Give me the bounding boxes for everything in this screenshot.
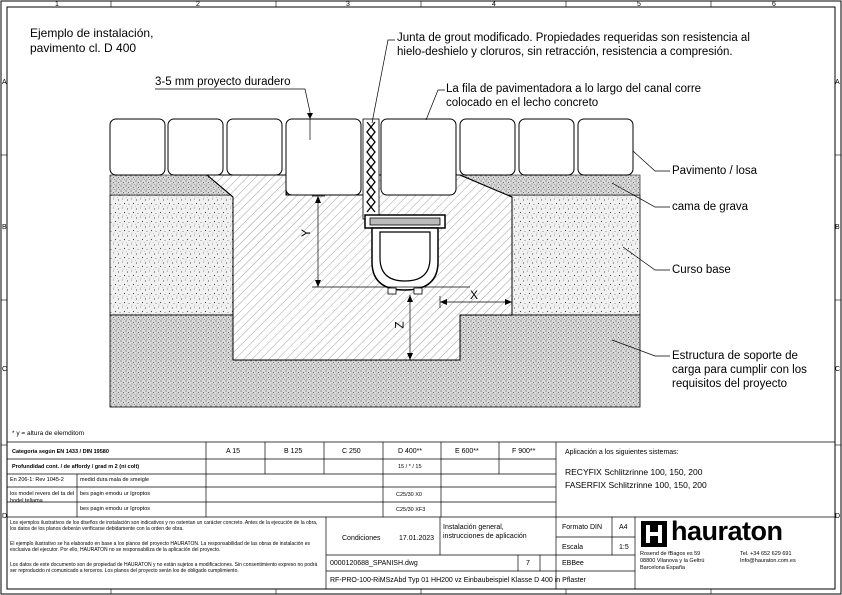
footnote: * y = altura de elemditom — [12, 430, 85, 437]
grid-row-b-right: B — [835, 224, 840, 231]
class-a15: A 15 — [226, 448, 241, 455]
gravel-label: cama de grava — [672, 201, 749, 213]
grid-col-4: 4 — [492, 1, 496, 8]
paving-label: Pavimento / losa — [672, 165, 758, 177]
grid-row-b: B — [2, 224, 7, 231]
class-f900: F 900** — [512, 448, 536, 455]
grid-col-1: 1 — [55, 1, 59, 8]
application-item-2: FASERFIX Schlitzrinne 100, 150, 200 — [565, 480, 707, 490]
grid-row-a-right: A — [835, 79, 840, 86]
dimension-y: Y — [299, 228, 314, 238]
hauraton-logo-text: hauraton — [671, 516, 783, 546]
support-note-line1: Estructura de soporte de — [672, 350, 798, 362]
drawing-title-line1: Ejemplo de instalación, — [30, 26, 154, 40]
grid-row-d-right: D — [835, 513, 841, 520]
phone-number: Tel. +34 652 629 691 — [740, 551, 792, 557]
address-line3: Barcelona España — [640, 565, 685, 571]
grid-row-c: C — [2, 366, 8, 373]
dimension-z: Z — [392, 321, 407, 329]
email-address: Info@hauraton.com.es — [740, 558, 796, 564]
grid-col-2: 2 — [196, 1, 200, 8]
drawing-title-line2: pavimento cl. D 400 — [30, 41, 137, 55]
description-line2: instrucciones de aplicación — [443, 533, 527, 540]
concrete-value-1: C25/30 X0 — [396, 492, 422, 498]
model-label: los model revers del ta del hodel teliama — [10, 491, 75, 504]
drawing-number: 0000120688_SPANISH.dwg — [330, 560, 418, 567]
legal-paragraph-3: Los datos de este documento son de propiedad de HAURATON y no están sujetos a modificaciones. Sin consentimiento expreso no podrá ser reproducido ni comunicado a terceros. Los planos del proyecto serán los de obligado cumplimiento. — [10, 562, 318, 574]
grout-note-line2: hielo-deshielo y cloruros, sin retracción, resistencia a compresión. — [397, 46, 733, 58]
concrete-label-3: bes pagin emodu ur Igroptos — [80, 506, 151, 512]
grout-note-line1: Junta de grout modificado. Propiedades requeridas son resistencia al — [397, 32, 750, 44]
grid-row-c-right: C — [835, 366, 841, 373]
paver-row-note-line2: colocado en el lecho concreto — [446, 97, 599, 109]
class-c250: C 250 — [342, 448, 361, 455]
scale-value: 1:5 — [619, 544, 629, 551]
concrete-label-1: medid dura mala de smeigle — [80, 477, 150, 483]
drawing-date: 17.01.2023 — [399, 535, 435, 542]
conditions-label: Condiciones — [342, 535, 381, 542]
support-note-line3: requisitos del proyecto — [672, 378, 788, 390]
grid-col-3: 3 — [346, 1, 350, 8]
concrete-value-2: C25/30 XF3 — [396, 507, 426, 513]
edited-by: EBBee — [562, 560, 584, 567]
grid-col-6: 6 — [772, 1, 776, 8]
drawing-reference: RF-PRO-100-RiMSzAbd Typ 01 HH200 vz Einbaubeispiel Klasse D 400 in Pflaster — [330, 577, 586, 584]
dimension-x: X — [470, 288, 479, 302]
grid-col-5: 5 — [637, 1, 641, 8]
support-note-line2: carga para cumplir con los — [672, 364, 807, 376]
class-d400: D 400** — [398, 448, 423, 455]
class-e600: E 600** — [455, 448, 479, 455]
application-title: Aplicación a los siguientes sistemas: — [565, 449, 679, 456]
application-item-1: RECYFIX Schlitzrinne 100, 150, 200 — [565, 467, 703, 477]
depth-label: Profundidad cont. / de affordy / grad m 2 (ni colt) — [12, 464, 140, 470]
gap-note: 3-5 mm proyecto duradero — [155, 76, 291, 88]
hauraton-logo-mark — [641, 521, 667, 547]
concrete-label-2: bes pagin emodu ur Igroptos — [80, 491, 151, 497]
grid-row-a: A — [2, 79, 7, 86]
category-label: Categoría según EN 1433 / DIN 19580 — [12, 449, 109, 455]
sheet-number: 7 — [526, 560, 530, 567]
description-line1: Instalación general, — [443, 524, 504, 531]
format-value: A4 — [619, 524, 628, 531]
legal-paragraph-2: El ejemplo ilustrativo se ha elaborado en base a los planos del proyecto HAURATON. La responsabilidad de las obras de instalación es exclusiva del ejecutor. Por ello, HAURATON no se responsabiliza de la aplicación del proyecto. — [10, 541, 310, 553]
base-label: Curso base — [672, 264, 731, 276]
class-b125: B 125 — [284, 448, 303, 455]
depth-value: 15 / * / 15 — [398, 464, 422, 470]
format-label: Formato DIN — [562, 524, 603, 531]
address-line2: 08800 Vilanova y la Geltrú — [640, 558, 705, 564]
legal-paragraph-1: Los ejemplos ilustrativos de los diseños de instalación son indicativos y no ostentan un carácter concreto. Antes de la ejecución de la obra, los datos de los planos deberán verificarse debidamente con la orden de obra. — [10, 520, 318, 532]
norm-label: En 206-1: Rev 1045-2 — [10, 477, 64, 483]
scale-label: Escala — [562, 544, 584, 551]
paver-row-note-line1: La fila de pavimentadora a lo largo del canal corre — [446, 83, 702, 95]
grid-row-d: D — [2, 513, 8, 520]
address-line1: Rosend de fBagos es 59 — [640, 551, 701, 557]
